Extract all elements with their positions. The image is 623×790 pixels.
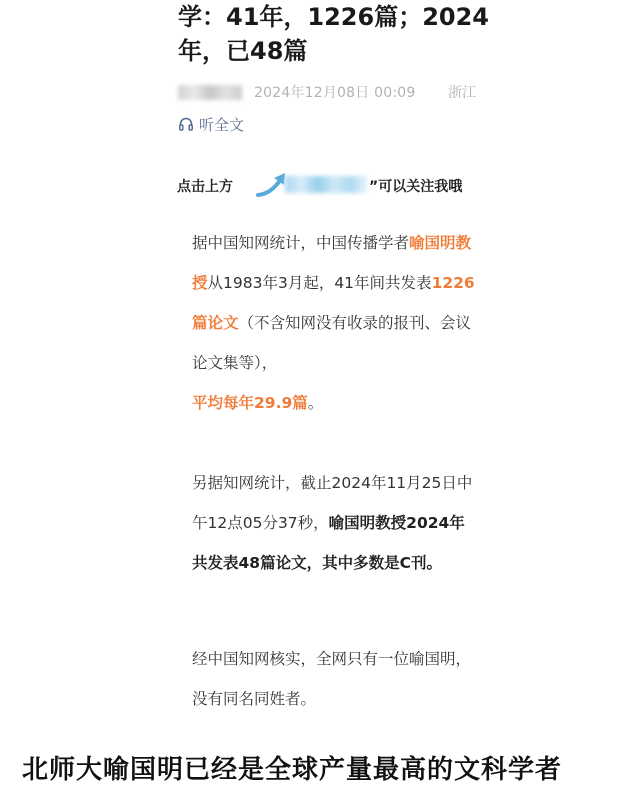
headphone-icon [178, 116, 194, 132]
p1-highlight-name: 喻国明教授 [192, 234, 472, 292]
p1-highlight-average: 平均每年29.9篇 [192, 394, 308, 412]
p1-text-4: 。 [307, 394, 324, 412]
p1-text-3: （不含知网没有收录的报刊、会议论文集等）， [192, 314, 472, 372]
author-name-blurred[interactable] [178, 85, 242, 100]
follow-suffix: ”可以关注我哦 [369, 179, 463, 195]
publish-location: 浙江 [448, 85, 476, 101]
p2-bold-text: 喻国明教授2024年共发表48篇论文，其中多数是C刊。 [192, 514, 465, 572]
account-name-blurred[interactable] [285, 176, 367, 193]
paragraph-1 [192, 223, 477, 423]
p1-text-1: 据中国知网统计，中国传播学者 [192, 234, 410, 252]
article-title: 学：41年，1226篇；2024年，已48篇 [178, 3, 489, 65]
listen-button[interactable] [178, 113, 244, 135]
bottom-caption: 北师大喻国明已经是全球产量最高的文科学者 [22, 755, 563, 785]
publish-date: 2024年12月08日 00:09 [254, 85, 416, 101]
follow-prefix: 点击上方 [177, 179, 233, 195]
p2-text-1: 另据知网统计，截止2024年11月25日中午12点05分37秒， [192, 474, 473, 532]
paragraph-2 [192, 463, 477, 583]
p1-text-2: 从1983年3月起，41年间共发表 [207, 274, 432, 292]
paragraph-3: 经中国知网核实，全网只有一位喻国明，没有同名同姓者。 [192, 650, 472, 708]
p1-highlight-count: 1226篇论文 [192, 274, 475, 332]
listen-label: 听全文 [199, 115, 245, 134]
